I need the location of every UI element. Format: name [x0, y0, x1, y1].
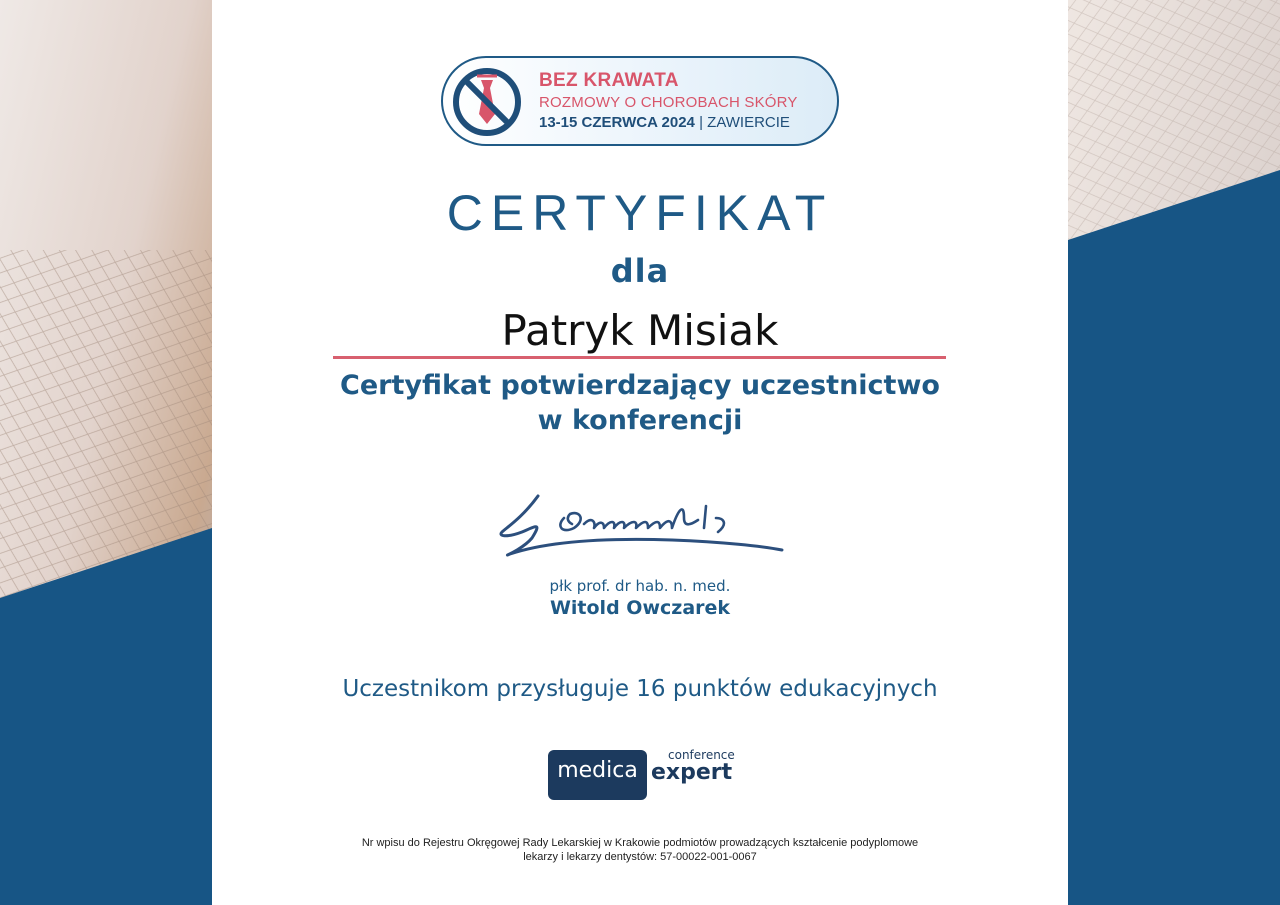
registry-footer — [0, 836, 1280, 864]
description-line-1: Certyfikat potwierdzający uczestnictwo — [340, 370, 940, 401]
description-line-2: w konferencji — [537, 405, 743, 436]
skin-texture-image — [0, 0, 212, 905]
signer-name: Witold Owczarek — [549, 597, 731, 619]
no-tie-icon — [451, 66, 523, 138]
signer-title: płk prof. dr hab. n. med. — [549, 577, 731, 595]
conference-date: 13-15 CZERWCA 2024 — [539, 114, 695, 131]
conference-title: BEZ KRAWATA — [539, 70, 679, 91]
education-points-text: Uczestnikom przysługuje 16 punktów edukacyjnych — [342, 676, 938, 702]
name-underline — [333, 356, 946, 359]
logo-expert-text: expert — [651, 760, 733, 785]
medica-expert-logo — [548, 748, 748, 802]
conference-date-location — [539, 114, 790, 131]
right-decorative-panel — [1068, 0, 1280, 905]
left-decorative-panel — [0, 0, 212, 905]
footer-line-1: Nr wpisu do Rejestru Okręgowej Rady Lekarskiej w Krakowie podmiotów prowadzących kształcenie podyplomowe — [361, 837, 919, 849]
certificate-title: CERTYFIKAT — [446, 185, 834, 241]
handwritten-signature — [492, 488, 788, 568]
conference-badge — [441, 56, 839, 146]
conference-location: ZAWIERCIE — [707, 114, 790, 131]
conference-subtitle: ROZMOWY O CHOROBACH SKÓRY — [539, 94, 798, 111]
logo-conference-text: conference — [668, 748, 735, 762]
logo-medica-text: medica — [557, 758, 638, 783]
footer-line-2: lekarzy i lekarzy dentystów: 57-00022-001-0067 — [523, 851, 757, 863]
skin-texture-image — [1068, 0, 1280, 905]
for-label: dla — [610, 252, 670, 290]
date-separator: | — [699, 114, 703, 131]
recipient-name: Patryk Misiak — [501, 306, 779, 355]
certificate-description — [0, 368, 1280, 438]
